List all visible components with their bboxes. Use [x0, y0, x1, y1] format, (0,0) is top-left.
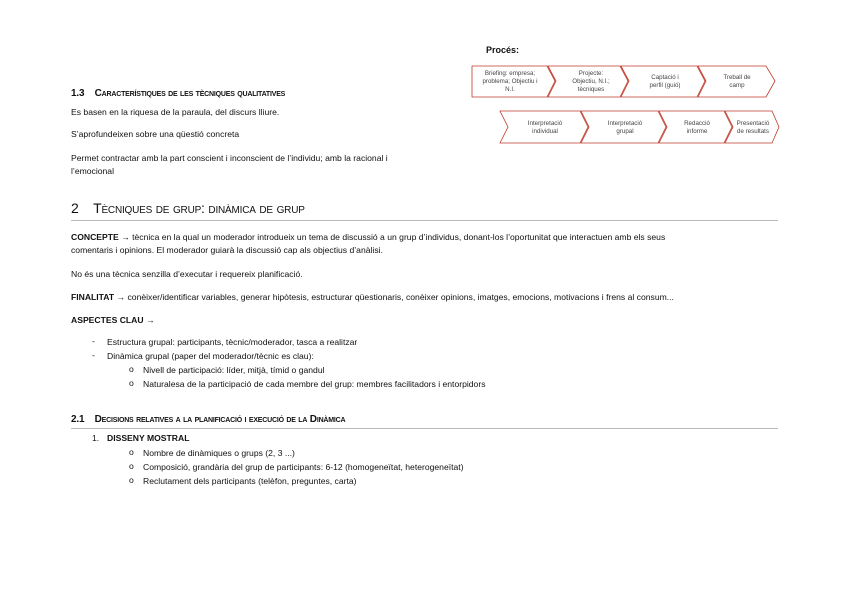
section-number: 2 [71, 200, 79, 216]
paragraph: S’aprofundeixen sobre una qüestió concreta [71, 129, 240, 139]
proces-step-treball [698, 66, 775, 97]
step-text: Interpretació [527, 120, 563, 127]
section-title: Decisions relatives a la planificació i execució de la Dinàmica [94, 414, 346, 425]
step-text: informe [686, 128, 708, 135]
dash-bullet: - [92, 336, 95, 346]
circle-bullet: o [129, 475, 134, 485]
step-text: Captació i [651, 74, 679, 81]
proces-step-projecte [548, 66, 628, 97]
step-text: Briefing: empresa; [484, 70, 536, 77]
step-text: Presentació [736, 120, 770, 127]
section-2-1-heading [71, 414, 345, 425]
step-text: camp [729, 82, 745, 89]
step-text: perfil (guió) [649, 82, 681, 89]
step-text: N.I. [505, 86, 515, 93]
sub-list-item: Nivell de participació: líder, mitjà, tímid o gandul [143, 365, 325, 375]
paragraph: Es basen en la riquesa de la paraula, del discurs lliure. [71, 107, 280, 117]
proces-diagram [470, 64, 780, 154]
sub-list-item: Composició, grandària del grup de participants: 6-12 (homogeneïtat, heterogeneïtat) [143, 462, 464, 472]
step-text: Redacció [684, 120, 710, 127]
paragraph: No és una tècnica senzilla d’executar i requereix planificació. [71, 269, 303, 279]
proces-step-redaccio [659, 111, 732, 143]
step-text: Objectiu, N.I.; [572, 78, 610, 85]
finalitat-label: FINALITAT [71, 292, 115, 302]
circle-bullet: o [129, 447, 134, 457]
proces-step-captacio [621, 66, 705, 97]
section-title: Tècniques de grup: dinàmica de grup [93, 200, 305, 216]
proces-step-interp-individual [500, 111, 588, 143]
circle-bullet: o [129, 378, 134, 388]
section-number: 1.3 [71, 88, 85, 99]
step-text: de resultats [737, 128, 769, 135]
list-item: Estructura grupal: participants, tècnic/moderador, tasca a realitzar [107, 337, 358, 347]
concepte-continuation: comentaris i opinions. El moderador guiarà la discussió cap als objectius d’anàlisi. [71, 245, 383, 255]
section-title: Característiques de les tècniques qualitatives [94, 88, 286, 99]
proces-step-briefing [472, 66, 555, 97]
numbered-list-marker: 1. [92, 433, 100, 443]
sub-list-item: Reclutament dels participants (telèfon, preguntes, carta) [143, 476, 357, 486]
section-2-heading [71, 200, 305, 216]
finalitat-paragraph [71, 291, 674, 303]
dash-bullet: - [92, 350, 95, 360]
section-1-3-heading [71, 88, 285, 99]
circle-bullet: o [129, 364, 134, 374]
proces-step-presentacio [725, 111, 779, 143]
aspectes-clau-label: ASPECTES CLAU → [71, 315, 155, 325]
step-text: Treball de [723, 74, 751, 81]
paragraph: Permet contractar amb la part conscient i inconscient de l’individu; amb la racional i [71, 153, 388, 163]
circle-bullet: o [129, 461, 134, 471]
concepte-label: CONCEPTE [71, 232, 119, 242]
concepte-paragraph [71, 231, 781, 243]
proces-title: Procés: [486, 45, 520, 55]
list-item: Dinàmica grupal (paper del moderador/tècnic es clau): [107, 351, 314, 361]
proces-step-interp-grupal [581, 111, 666, 143]
step-text: Projecte: [578, 70, 604, 77]
sub-list-item: Nombre de dinàmiques o grups (2, 3 ...) [143, 448, 295, 458]
section-number: 2.1 [71, 414, 85, 425]
step-text: tècniques [577, 86, 605, 93]
numbered-list-label: DISSENY MOSTRAL [107, 433, 190, 443]
paragraph: l’emocional [71, 166, 114, 176]
heading-rule [71, 220, 778, 221]
step-text: grupal [616, 128, 634, 135]
concepte-text: → tècnica en la qual un moderador introdueix un tema de discussió a un grup d’individus, donant-los l’oportunitat que interactuen amb els seus [118, 232, 666, 242]
heading-rule [71, 428, 778, 429]
sub-list-item: Naturalesa de la participació de cada membre del grup: membres facilitadors i entorpidors [143, 379, 486, 389]
finalitat-text: → conèixer/identificar variables, generar hipòtesis, estructurar qüestionaris, conèixer opinions, imatges, emocions, motivacions i frens al consum... [114, 292, 674, 302]
step-text: Interpretació [607, 120, 643, 127]
step-text: individual [532, 128, 558, 135]
step-text: problema; Objectiu i [482, 78, 538, 85]
